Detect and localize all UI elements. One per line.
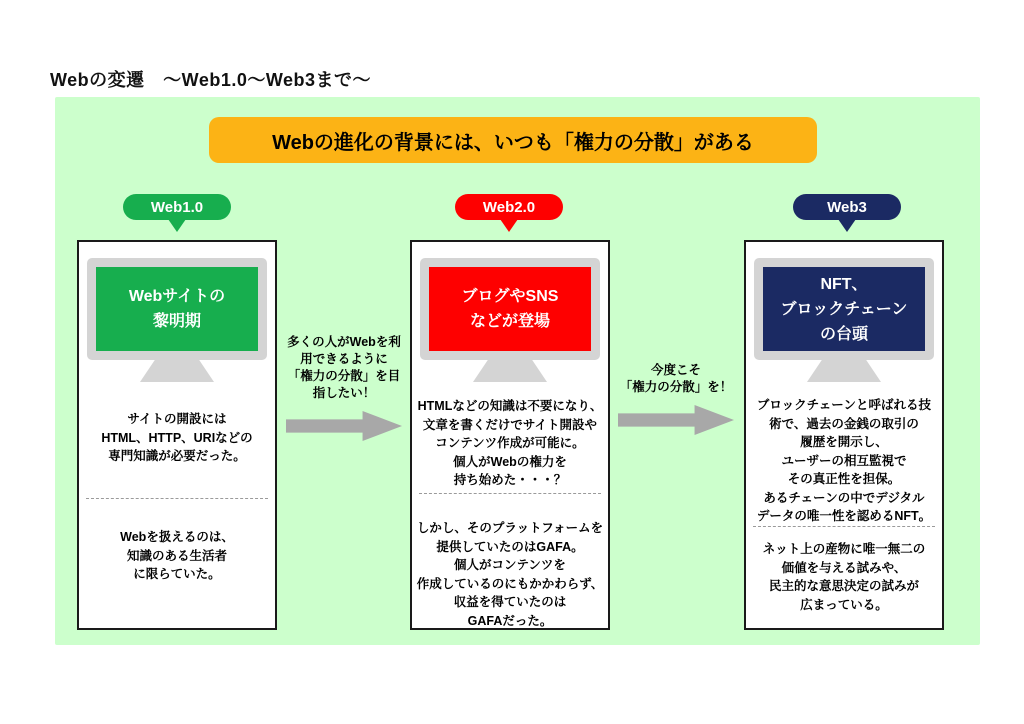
monitor-screen-text: Webサイトの 黎明期 [128,288,226,330]
era-bubble-label: Web1.0 [150,198,204,216]
monitor-screen-text: ブログやSNS などが登場 [461,288,559,330]
dashed-divider [419,493,601,494]
transition-web2-to-web3 [612,362,740,435]
page-title: Webの変遷 ～Web1.0～Web3まで～ [50,70,372,90]
transition-note: 多くの人がWebを利 用できるように 「権力の分散」を目 指したい！ [287,335,401,400]
era-upper-description: ブロックチェーンと呼ばれる技 術で、過去の金銭の取引の 履歴を開示し、 ユーザーの相互監視で その真正性を担保。 あるチェーンの中でデジタル データの唯一性を認めるNFT。 [756,398,932,523]
era-bubble-label: Web3 [827,198,867,216]
era-bubble-web1 [123,194,231,220]
era-lower-description: ネット上の産物に唯一無二の 価値を与える試みや、 民主的な意思決定の試みが 広まっている。 [762,542,926,612]
monitor-bezel [420,258,600,360]
monitor-screen [96,267,258,351]
era-bubble-web2 [455,194,563,220]
era-card-web1 [77,240,277,630]
era-lower-description: Webを扱えるのは、 知識のある生活者 に限らていた。 [120,530,234,581]
monitor-screen [763,267,925,351]
era-bubble-label: Web2.0 [482,198,536,216]
era-upper-description: サイトの開設には HTML、HTTP、URIなどの 専門知識が必要だった。 [101,412,253,463]
dashed-divider [753,526,935,527]
era-lower-description: しかし、そのプラットフォームを 提供していたのはGAFA。 個人がコンテンツを 作成しているのにもかかわらず、 収益を得ていたのは GAFAだった。 [416,521,604,628]
era-card-web3 [744,240,944,630]
monitor-bezel [87,258,267,360]
monitor-stand-icon [807,360,881,382]
era-upper-description: HTMLなどの知識は不要になり、 文章を書くだけでサイト開設や コンテンツ作成が可能に。 個人がWebの権力を 持ち始めた・・・？ [417,399,603,487]
dashed-divider [86,498,268,499]
transition-web1-to-web2 [280,334,408,441]
speech-bubble-tail-icon [500,219,518,232]
monitor-icon [754,258,934,382]
monitor-stand-icon [140,360,214,382]
headline-banner-text: Webの進化の背景には、いつも「権力の分散」がある [272,131,754,154]
monitor-stand-icon [473,360,547,382]
speech-bubble-tail-icon [838,219,856,232]
speech-bubble-tail-icon [168,219,186,232]
headline-banner [209,117,817,163]
monitor-icon [87,258,267,382]
era-bubble-web3 [793,194,901,220]
monitor-screen-text: NFT、 ブロックチェーン の台頭 [780,275,908,343]
monitor-icon [420,258,600,382]
monitor-bezel [754,258,934,360]
transition-note: 今度こそ 「権力の分散」を！ [619,363,733,394]
arrow-right-icon [618,405,734,435]
monitor-screen [429,267,591,351]
arrow-right-icon [286,411,402,441]
era-card-web2 [410,240,610,630]
